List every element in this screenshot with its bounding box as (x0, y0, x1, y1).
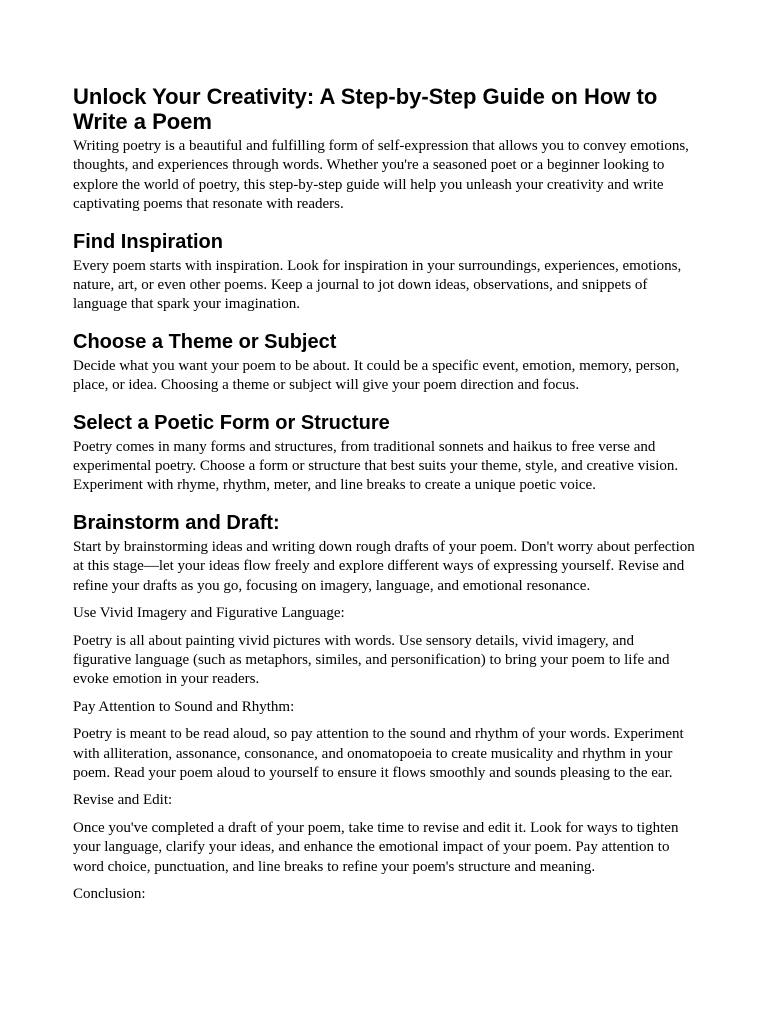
section-body-brainstorm: Start by brainstorming ideas and writing down rough drafts of your poem. Don't worry about perfection at this stage—let your ideas flow freely and explore different ways of expressing yourself. Revise and refine your drafts as you go, focusing on imagery, language, and emotional resonance. (73, 538, 695, 594)
section-heading-find-inspiration: Find Inspiration (73, 230, 223, 253)
subsection-body-revise: Once you've completed a draft of your poem, take time to revise and edit it. Look for ways to tighten your language, clarify your ideas, and enhance the emotional impact of your poem. Pay attention to word choice, punctuation, and line breaks to refine your poem's structure and meaning. (73, 819, 679, 875)
document-page (73, 84, 695, 912)
section-body-find-inspiration: Every poem starts with inspiration. Look for inspiration in your surroundings, experiences, emotions, nature, art, or even other poems. Keep a journal to jot down ideas, observations, and snippets of language that spark your imagination. (73, 257, 682, 313)
section-heading-choose-theme: Choose a Theme or Subject (73, 330, 337, 353)
section-body-choose-theme: Decide what you want your poem to be about. It could be a specific event, emotion, memory, person, place, or idea. Choosing a theme or subject will give your poem direction and focus. (73, 357, 680, 394)
intro-paragraph: Writing poetry is a beautiful and fulfilling form of self-expression that allows you to convey emotions, thoughts, and experiences through words. Whether you're a seasoned poet or a beginner looking to explore the world of poetry, this step-by-step guide will help you unleash your creativity and write captivating poems that resonate with readers. (73, 138, 689, 213)
section-heading-poetic-form: Select a Poetic Form or Structure (73, 411, 390, 434)
page-title: Unlock Your Creativity: A Step-by-Step Guide on How to Write a Poem (73, 84, 658, 134)
subsection-label-imagery: Use Vivid Imagery and Figurative Language: (73, 605, 345, 622)
subsection-body-imagery: Poetry is all about painting vivid pictures with words. Use sensory details, vivid imagery, and figurative language (such as metaphors, similes, and personification) to bring your poem to life and evoke emotion in your readers. (73, 632, 670, 688)
section-heading-brainstorm: Brainstorm and Draft: (73, 511, 280, 534)
subsection-label-revise: Revise and Edit: (73, 792, 173, 809)
conclusion-label: Conclusion: (73, 885, 146, 902)
section-body-poetic-form: Poetry comes in many forms and structures, from traditional sonnets and haikus to free verse and experimental poetry. Choose a form or structure that best suits your theme, style, and creative vision. Experiment with rhyme, rhythm, meter, and line breaks to create a unique poetic voice. (73, 438, 679, 494)
subsection-body-sound: Poetry is meant to be read aloud, so pay attention to the sound and rhythm of your words. Experiment with alliteration, assonance, consonance, and onomatopoeia to create musicality and rhythm in your poem. Read your poem aloud to yourself to ensure it flows smoothly and sounds pleasing to the ear. (73, 726, 684, 781)
subsection-label-sound: Pay Attention to Sound and Rhythm: (73, 698, 295, 715)
